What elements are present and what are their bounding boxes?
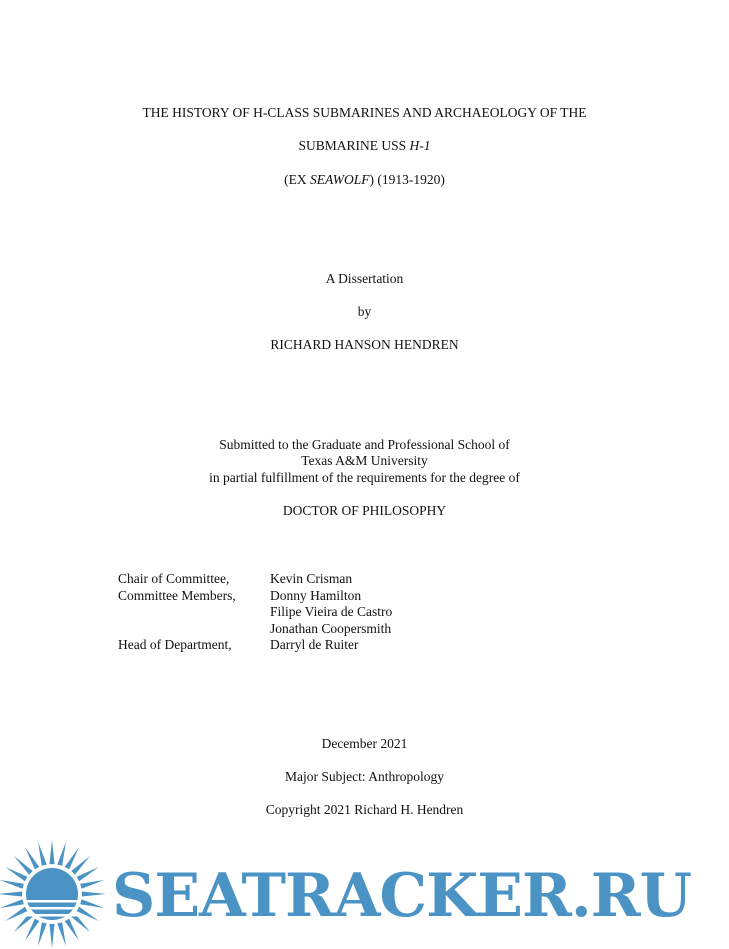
author-name: RICHARD HANSON HENDREN xyxy=(270,337,459,352)
committee-row xyxy=(118,637,392,654)
committee-member: Kevin Crisman xyxy=(270,571,353,586)
submission-line-1: Submitted to the Graduate and Professional School of xyxy=(219,437,510,452)
watermark-text: SEATRACKER.RU xyxy=(112,862,691,930)
sun-ray xyxy=(38,922,47,946)
committee-role: Chair of Committee, xyxy=(118,571,230,586)
committee-role: Head of Department, xyxy=(118,637,232,652)
by-label: by xyxy=(357,304,372,319)
sun-ray xyxy=(80,899,104,908)
committee-row xyxy=(118,621,392,638)
sun-ray xyxy=(77,867,99,881)
committee-member: Darryl de Ruiter xyxy=(270,637,359,652)
committee-role xyxy=(118,604,270,621)
committee-role xyxy=(118,621,270,638)
copyright-notice: Copyright 2021 Richard H. Hendren xyxy=(265,802,464,817)
sun-ray xyxy=(0,891,22,896)
committee-list xyxy=(118,571,392,654)
sun-ray xyxy=(38,842,47,866)
major-subject: Major Subject: Anthropology xyxy=(285,769,444,784)
committee-row xyxy=(118,604,392,621)
sun-ray xyxy=(5,867,27,881)
submission-line-3: in partial fulfillment of the requirements for the degree of xyxy=(209,470,520,485)
sun-ray xyxy=(49,924,54,948)
sun-ray xyxy=(49,840,54,864)
sun-ray xyxy=(77,907,99,921)
sun-ray xyxy=(25,847,39,869)
committee-member: Donny Hamilton xyxy=(270,587,362,603)
sun-horizon-line xyxy=(26,907,78,910)
sun-ray xyxy=(5,907,27,921)
sun-ray xyxy=(65,847,79,869)
sun-icon xyxy=(0,840,106,948)
document-type: A Dissertation xyxy=(325,271,404,286)
degree-name: DOCTOR OF PHILOSOPHY xyxy=(282,503,447,518)
committee-member: Filipe Vieira de Castro xyxy=(270,604,393,619)
committee-row xyxy=(118,588,392,605)
submission-line-2: Texas A&M University xyxy=(301,453,428,468)
committee-member: Jonathan Coopersmith xyxy=(270,620,392,636)
submission-date: December 2021 xyxy=(321,736,408,751)
sun-ray xyxy=(57,842,66,866)
title-line-2: SUBMARINE USS H-1 xyxy=(298,138,431,153)
sun-ray xyxy=(57,922,66,946)
sun-ray xyxy=(25,919,39,941)
sun-horizon-line xyxy=(26,914,78,917)
committee-row xyxy=(118,571,392,588)
title-line-3: (EX SEAWOLF) (1913-1920) xyxy=(284,172,445,187)
sun-horizon-line xyxy=(26,900,78,903)
sun-ray xyxy=(80,880,104,889)
sun-ray xyxy=(0,880,24,889)
committee-role: Committee Members, xyxy=(118,587,236,603)
title-line-1: THE HISTORY OF H-CLASS SUBMARINES AND ARCHAEOLOGY OF THE xyxy=(142,105,587,120)
sun-ray xyxy=(65,919,79,941)
sun-ray xyxy=(14,856,33,875)
sun-ray xyxy=(71,856,90,875)
sun-ray xyxy=(0,899,24,908)
sun-disc xyxy=(26,868,78,920)
sun-ray xyxy=(82,891,106,896)
